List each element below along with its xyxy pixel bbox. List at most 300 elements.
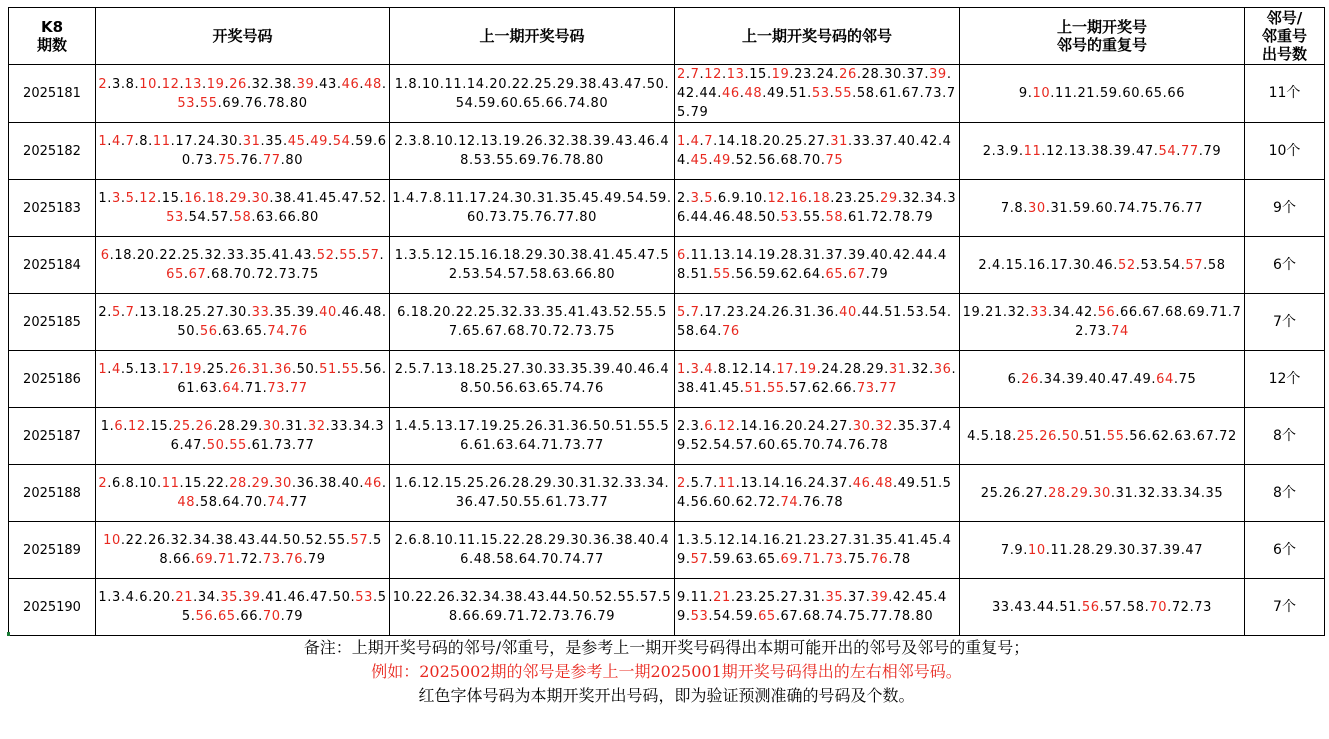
separator: . [1095,86,1100,101]
separator: . [879,305,885,320]
number-token: 53 [906,305,925,320]
number-token: 69 [222,95,241,111]
separator: . [735,533,741,548]
separator: . [843,590,848,605]
number-token: 15 [150,419,169,434]
separator: . [780,533,786,548]
number-token: 63 [735,552,754,567]
separator: . [713,419,718,434]
number-token: 79 [307,552,326,567]
table-row [9,294,1325,351]
separator: . [269,362,275,377]
number-token: 8 [125,76,135,92]
number-token: 7 [690,305,700,320]
repeat-cell [960,522,1245,579]
number-token: 46 [341,76,360,92]
number-token: 79 [1203,143,1222,159]
separator: . [107,76,113,92]
separator: . [739,86,745,101]
separator: . [915,476,921,491]
issue-cell: 2025187 [9,408,96,465]
number-token: 70 [233,267,252,282]
number-token: 73 [267,381,286,396]
number-token: 3 [112,76,121,92]
separator: . [235,419,241,434]
separator: . [870,476,876,491]
number-token: 5 [125,191,135,206]
number-token: 23 [807,533,826,548]
separator: . [157,305,162,320]
table-row [9,180,1325,237]
number-token: 73 [924,86,943,101]
separator: . [1050,86,1055,101]
separator: . [228,267,234,282]
number-token: 5 [704,533,714,548]
separator: . [269,76,275,92]
separator: . [291,191,297,206]
number-token: 73 [1088,324,1107,339]
number-token: 18 [206,191,225,206]
number-token: 31 [1115,485,1134,501]
number-token: 9 [731,191,741,206]
number-token: 42 [1075,305,1093,320]
number-token: 16 [790,191,808,206]
number-token: 47 [310,590,328,605]
separator: . [120,476,126,491]
number-token: 57 [211,210,229,225]
separator: . [154,248,160,263]
number-token: 71 [217,552,236,567]
separator: . [179,76,185,92]
separator: . [1092,305,1098,320]
number-token: 35 [825,590,844,605]
number-token: 63 [199,381,218,396]
number-token: 48 [177,495,196,510]
separator: . [222,248,227,263]
separator: . [280,552,286,567]
number-token: 44 [915,248,934,263]
number-token: 46 [721,86,740,101]
number-token: 66 [1167,86,1186,101]
separator: . [975,428,981,444]
separator: . [762,381,767,396]
separator: . [713,191,718,206]
number-token: 41 [296,191,315,206]
separator: . [685,305,691,320]
number-token: 3 [112,191,121,206]
number-token: 9 [1009,143,1019,159]
separator: . [291,362,297,377]
number-token: 72 [256,267,274,282]
separator: . [1189,599,1195,615]
number-token: 59 [1099,86,1118,101]
number-token: 78 [870,438,889,453]
separator: . [215,590,221,605]
neighbor-cell [675,579,960,636]
neighbor-cell [675,522,960,579]
separator: . [1043,485,1049,501]
number-token: 26 [1003,485,1021,501]
number-token: 43 [319,76,337,92]
number-token: 2 [677,476,686,491]
issue-cell: 2025181 [9,65,96,123]
separator: . [1191,428,1197,444]
number-token: 71 [803,552,821,567]
separator: . [224,476,230,491]
number-token: 27 [780,590,799,605]
separator: . [291,438,297,453]
separator: . [228,210,234,225]
separator: . [336,476,342,491]
separator: . [848,476,853,491]
separator: . [713,476,718,491]
separator: . [865,248,871,263]
number-token: 64 [222,495,241,510]
number-token: 76 [721,324,740,339]
separator: . [123,419,128,434]
number-token: 75 [1140,200,1159,216]
separator: . [1200,485,1206,501]
draw-cell [96,522,390,579]
number-token: 3 [690,191,700,206]
separator: . [758,419,763,434]
separator: . [1133,485,1139,501]
separator: . [730,438,736,453]
number-token: 34 [193,533,211,548]
separator: . [726,191,732,206]
number-token: 77 [289,495,308,510]
number-token: 3 [690,362,700,377]
separator: . [314,191,320,206]
separator: . [359,305,365,320]
separator: . [206,210,212,225]
separator: . [134,362,140,377]
number-token: 4 [112,134,121,149]
separator: . [1158,200,1163,216]
neighbor-cell [675,123,960,180]
number-token: 7 [704,134,714,149]
number-token: 4 [991,257,1001,273]
number-token: 7 [704,476,714,491]
separator: . [1140,86,1145,101]
separator: . [825,419,831,434]
number-token: 30 [220,134,239,149]
number-token: 59 [1073,200,1091,216]
number-token: 34 [197,590,216,605]
separator: . [1027,86,1033,101]
separator: . [188,533,194,548]
table-row [9,351,1325,408]
number-token: 47 [1136,143,1154,159]
separator: . [933,590,938,605]
separator: . [381,305,387,320]
separator: . [919,86,925,101]
separator: . [685,248,691,263]
number-token: 47 [1185,542,1204,558]
number-token: 10 [1032,86,1051,101]
separator: . [721,67,727,82]
number-token: 77 [289,381,308,396]
count-cell: 9个 [1245,180,1325,237]
number-token: 78 [267,95,286,111]
separator: . [1135,200,1141,216]
separator: . [875,191,880,206]
number-token: 57 [690,552,709,567]
number-token: 5 [112,305,121,320]
separator: . [1146,428,1152,444]
number-token: 57 [735,438,754,453]
number-token: 76 [244,95,263,111]
number-token: 76 [803,495,821,510]
separator: . [811,305,817,320]
number-token: 27 [830,419,848,434]
number-token: 23 [726,305,745,320]
number-token: 66 [172,552,191,567]
separator: . [989,428,995,444]
separator: . [753,153,759,168]
separator: . [1083,324,1089,339]
number-token: 22 [159,248,178,263]
number-token: 26 [229,362,247,377]
separator: . [753,552,759,567]
separator: . [852,86,857,101]
separator: . [132,248,137,263]
number-token: 68 [1165,305,1183,320]
number-token: 50 [283,533,301,548]
number-token: 24 [807,419,826,434]
draw-cell [96,351,390,408]
number-token: 42 [892,248,911,263]
number-token: 7 [690,67,700,82]
repeat-cell [960,465,1245,522]
number-token: 2 [98,305,108,320]
separator: . [323,533,328,548]
number-token: 18 [740,134,759,149]
separator: . [1068,200,1073,216]
number-token: 75 [825,153,844,168]
separator: . [739,381,745,396]
number-token: 76 [848,438,866,453]
number-token: 58 [199,495,218,510]
separator: . [217,324,223,339]
number-token: 40 [870,248,889,263]
number-token: 79 [870,267,889,282]
number-token: 54 [677,476,952,510]
number-token: 15 [184,476,202,491]
number-token: 77 [1185,200,1204,216]
number-token: 30 [251,191,270,206]
number-token: 50 [332,590,351,605]
number-token: 54 [713,438,731,453]
number-token: 37 [1140,542,1159,558]
number-token: 75 [217,153,236,168]
separator: . [107,305,113,320]
number-token: 16 [762,533,781,548]
number-token: 70 [1149,599,1168,615]
number-token: 54 [929,305,947,320]
separator: . [258,609,263,624]
number-token: 54 [332,134,351,149]
number-token: 58 [1126,599,1145,615]
number-token: 34 [1043,371,1062,387]
separator: . [888,210,893,225]
number-token: 47 [184,438,202,453]
number-token: 29 [879,191,898,206]
separator: . [870,134,876,149]
number-token: 76 [289,324,308,339]
table-row [9,408,1325,465]
number-token: 17 [1050,257,1069,273]
separator: . [924,305,930,320]
separator: . [168,552,173,567]
separator: . [1110,485,1116,501]
number-token: 1 [98,362,108,377]
separator: . [1068,542,1073,558]
number-token: 58 [159,533,382,567]
separator: . [929,362,934,377]
separator: . [843,609,848,624]
separator: . [195,324,200,339]
separator: . [240,324,245,339]
number-token: 65 [825,267,844,282]
number-token: 36 [296,476,315,491]
number-token: 10 [103,533,121,548]
separator: . [1045,200,1051,216]
header-prev: 上一期开奖号码 [390,8,675,65]
separator: . [699,134,705,149]
separator: . [246,362,252,377]
separator: . [820,495,826,510]
separator: . [251,267,257,282]
number-token: 9 [677,590,686,605]
separator: . [730,153,736,168]
number-token: 2 [98,476,108,491]
number-token: 30 [1093,485,1111,501]
number-token: 70 [803,438,821,453]
number-token: 42 [920,134,938,149]
number-token: 65 [244,324,263,339]
number-token: 3 [690,533,700,548]
separator: . [285,324,290,339]
separator: . [1061,371,1067,387]
number-token: 58 [825,210,844,225]
separator: . [865,590,871,605]
separator: . [915,533,921,548]
separator: . [780,419,786,434]
separator: . [820,609,826,624]
table-row [9,522,1325,579]
number-token: 2 [677,419,686,434]
separator: . [699,305,705,320]
separator: . [296,210,302,225]
number-token: 19 [771,67,790,82]
neighbor-cell [675,237,960,294]
prev-cell: 1.4.7.8.11.17.24.30.31.35.45.49.54.59.60.73.75.76.77.80 [390,180,675,237]
separator: . [1023,257,1029,273]
separator: . [224,191,230,206]
number-token: 56 [195,609,214,624]
number-token: 11 [152,134,171,149]
separator: . [730,248,736,263]
separator: . [262,381,268,396]
header-repeat [960,8,1245,65]
number-token: 73 [274,438,292,453]
number-token: 32 [1138,485,1156,501]
separator: . [937,134,943,149]
separator: . [314,305,320,320]
number-token: 52 [305,533,324,548]
number-token: 25 [206,362,225,377]
separator: . [785,191,791,206]
separator: . [749,362,754,377]
number-token: 6 [100,248,110,263]
number-token: 36 [933,362,952,377]
number-token: 48 [364,76,382,92]
number-token: 51 [744,381,763,396]
separator: . [708,248,714,263]
number-token: 44 [1036,599,1055,615]
separator: . [120,362,126,377]
number-token: 24 [197,134,216,149]
number-token: 24 [816,67,835,82]
separator: . [258,552,263,567]
number-token: 13 [139,362,157,377]
separator: . [215,134,221,149]
number-token: 18 [994,428,1013,444]
separator: . [708,210,714,225]
separator: . [843,267,848,282]
separator: . [1167,599,1172,615]
separator: . [685,191,691,206]
number-token: 51 [1059,599,1078,615]
number-token: 74 [267,324,286,339]
number-token: 62 [735,495,754,510]
separator: . [148,590,153,605]
separator: . [120,533,126,548]
separator: . [843,248,848,263]
number-token: 4 [967,428,976,444]
separator: . [107,476,113,491]
separator: . [1158,542,1163,558]
number-token: 52 [690,438,709,453]
number-token: 65 [217,609,236,624]
separator: . [713,362,718,377]
number-token: 25 [980,485,999,501]
number-token: 5 [690,476,700,491]
number-token: 40 [1088,371,1107,387]
separator: . [120,134,126,149]
number-token: 31 [803,248,821,263]
separator: . [798,552,804,567]
number-token: 50 [177,324,196,339]
separator: . [134,476,140,491]
separator: . [1086,143,1092,159]
separator: . [820,267,826,282]
separator: . [685,552,691,567]
number-token: 11 [1023,143,1042,159]
number-token: 79 [915,210,934,225]
number-token: 26 [195,419,214,434]
number-token: 72 [1075,305,1242,339]
number-token: 66 [1120,305,1138,320]
separator: . [685,134,691,149]
separator: . [726,362,732,377]
separator: . [820,552,826,567]
separator: . [713,533,718,548]
separator: . [258,419,263,434]
number-token: 74 [1111,324,1129,339]
separator: . [291,476,297,491]
